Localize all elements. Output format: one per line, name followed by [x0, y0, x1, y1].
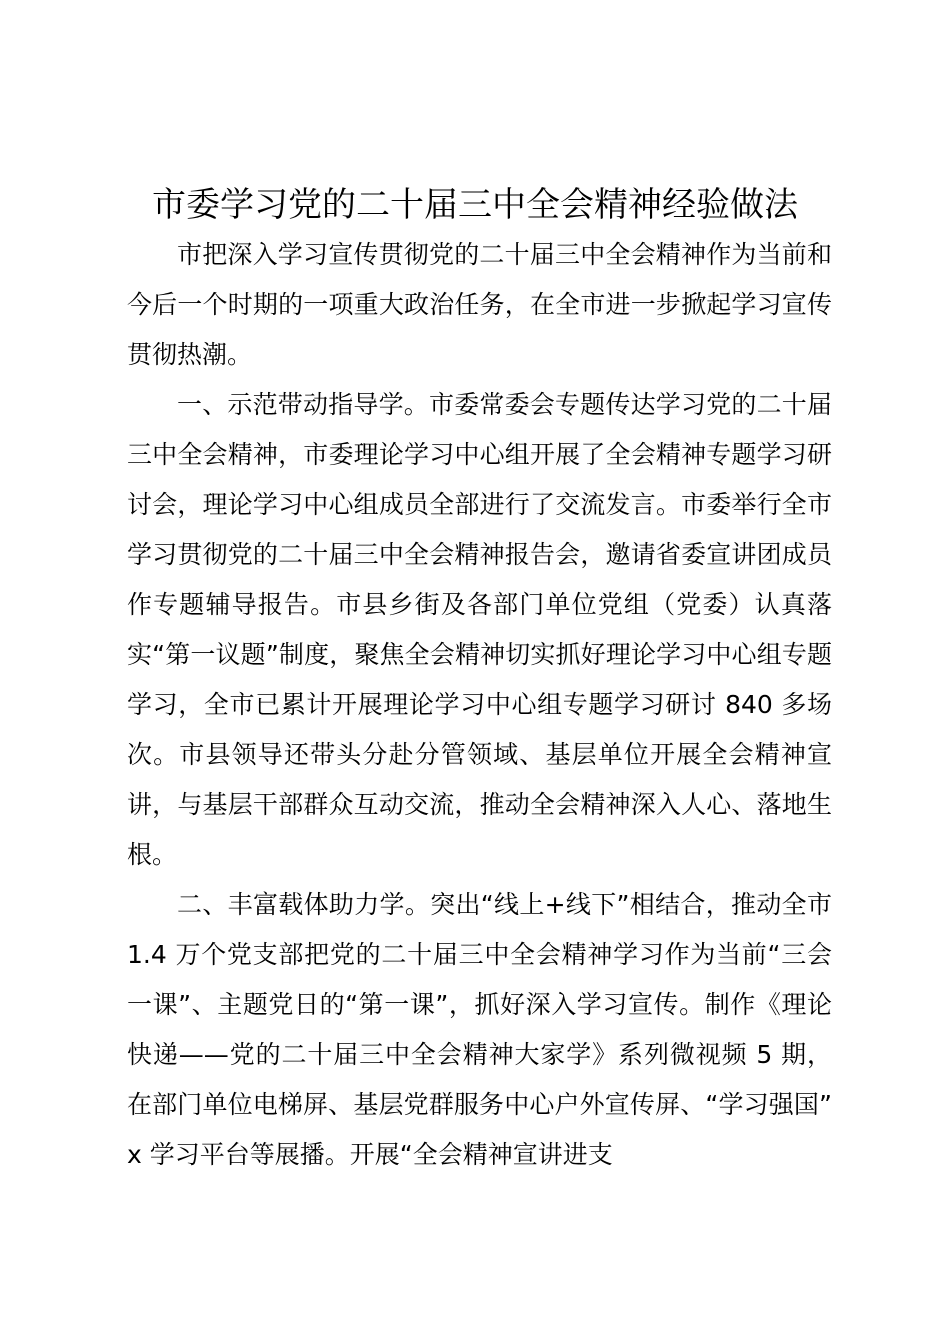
document-body	[127, 230, 832, 1180]
intro-paragraph: 市把深入学习宣传贯彻党的二十届三中全会精神作为当前和今后一个时期的一项重大政治任务，在全市进一步掀起学习宣传贯彻热潮。	[127, 240, 832, 369]
section-two-paragraph: 二、丰富载体助力学。突出“线上+线下”相结合，推动全市 1.4 万个党支部把党的二十届三中全会精神学习作为当前“三会一课”、主题党日的“第一课”，抓好深入学习宣传。制作《理论快递——党的二十届三中全会精神大家学》系列微视频 5 期，在部门单位电梯屏、基层党群服务中心户外宣传屏、“学习强国” x 学习平台等展播。开展“全会精神宣讲进支	[127, 890, 832, 1169]
section-one-paragraph: 一、示范带动指导学。市委常委会专题传达学习党的二十届三中全会精神，市委理论学习中心组开展了全会精神专题学习研讨会，理论学习中心组成员全部进行了交流发言。市委举行全市学习贯彻党的二十届三中全会精神报告会，邀请省委宣讲团成员作专题辅导报告。市县乡街及各部门单位党组（党委）认真落实“第一议题”制度，聚焦全会精神切实抓好理论学习中心组专题学习，全市已累计开展理论学习中心组专题学习研讨 840 多场次。市县领导还带头分赴分管领域、基层单位开展全会精神宣讲，与基层干部群众互动交流，推动全会精神深入人心、落地生根。	[127, 390, 832, 869]
document-title: 市委学习党的二十届三中全会精神经验做法	[152, 185, 798, 225]
